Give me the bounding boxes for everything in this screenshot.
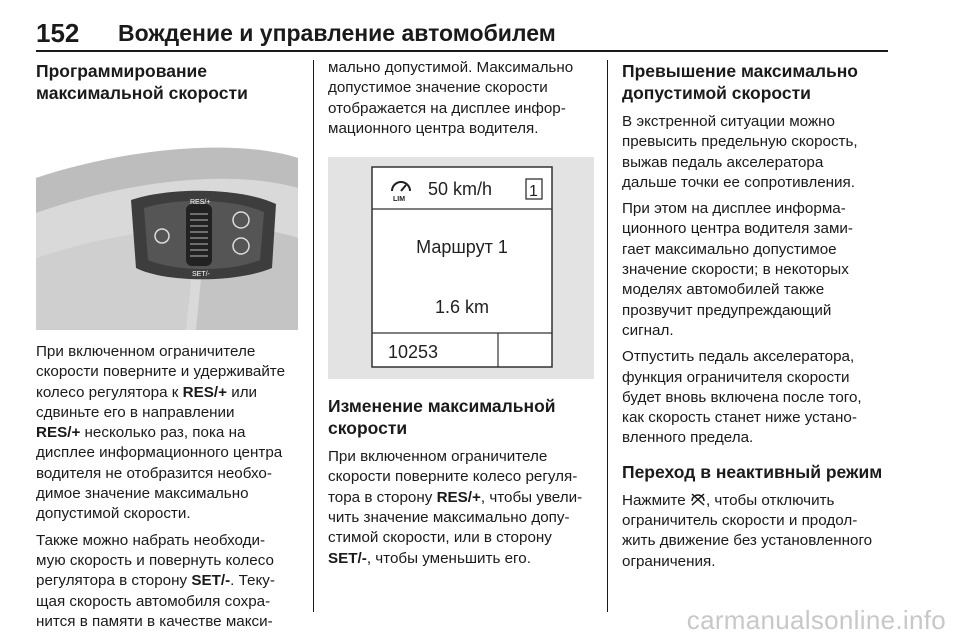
paragraph: Нажмите , чтобы отключить ограничитель скорости и продол- жить движение без установленного ограничения.: [622, 491, 873, 570]
lim-label: LIM: [393, 196, 406, 204]
driver-info-display-image: [328, 157, 594, 379]
page-title: Вождение и управление автомобилем: [118, 20, 556, 46]
paragraph: В экстренной ситуации можно превысить предельную скорость, выжав педаль акселератора дальше точки ее сопротивления.: [622, 113, 858, 191]
page-header: [36, 16, 888, 52]
column-1: [36, 60, 302, 632]
column-3: [622, 60, 892, 572]
paragraph: Также можно набрать необходи- мую скорость и повернуть колесо регулятора в сторону SET/-. Теку- щая скорость автомобиля сохра- нится в памяти в качестве макси-: [36, 531, 275, 630]
paragraph: мально допустимой. Максимально допустимое значение скорости отображается на дисплее инфор- мационного центра водителя.: [328, 59, 574, 137]
column-2: [328, 60, 598, 569]
column-divider: [313, 60, 314, 612]
section-heading: Превышение максимально допустимой скорости: [622, 61, 858, 103]
section-heading: Переход в неактивный режим: [622, 461, 883, 482]
paragraph: Отпустить педаль акселератора, функция ограничителя скорости будет вновь включена после того, как скорость станет ниже устано- вленного предела.: [622, 348, 862, 447]
speed-value: 50 km/h: [428, 179, 493, 200]
paragraph: При этом на дисплее информа- ционного центра водителя зами- гает максимально допустимое значение скорости; в некоторых моделях автомобилей также прозвучит предупреждающий сигнал.: [622, 200, 853, 339]
page-number: 152: [36, 18, 80, 48]
paragraph: При включенном ограничителе скорости поверните и удерживайте колесо регулятора к RES/+ или сдвиньте его в направлении RES/+ несколько раз, пока на дисплее информационного центра водителя не отобразится необхо- димое значение максимально допустимой скорости.: [36, 343, 286, 523]
trip-number: 1: [529, 183, 538, 201]
watermark: carmanualsonline.info: [686, 605, 946, 635]
section-heading: Изменение максимальной скорости: [328, 396, 556, 439]
odometer-value: 10253: [388, 342, 439, 363]
wheel-label-set: SET/-: [192, 271, 210, 278]
paragraph: При включенном ограничителе скорости поверните колесо регуля- тора в сторону RES/+, чтобы увели- чить значение максимально допу- стимой скорости, или в сторону SET/-, чтобы уменьшить его.: [328, 448, 583, 567]
column-divider: [607, 60, 608, 612]
trip-distance: 1.6 km: [434, 297, 490, 318]
route-label: Маршрут 1: [416, 237, 508, 258]
steering-wheel-image: [36, 118, 298, 330]
section-heading: Программирование максимальной скорости: [36, 61, 248, 103]
wheel-label-res: RES/+: [190, 199, 211, 206]
limiter-off-icon: [690, 492, 706, 506]
